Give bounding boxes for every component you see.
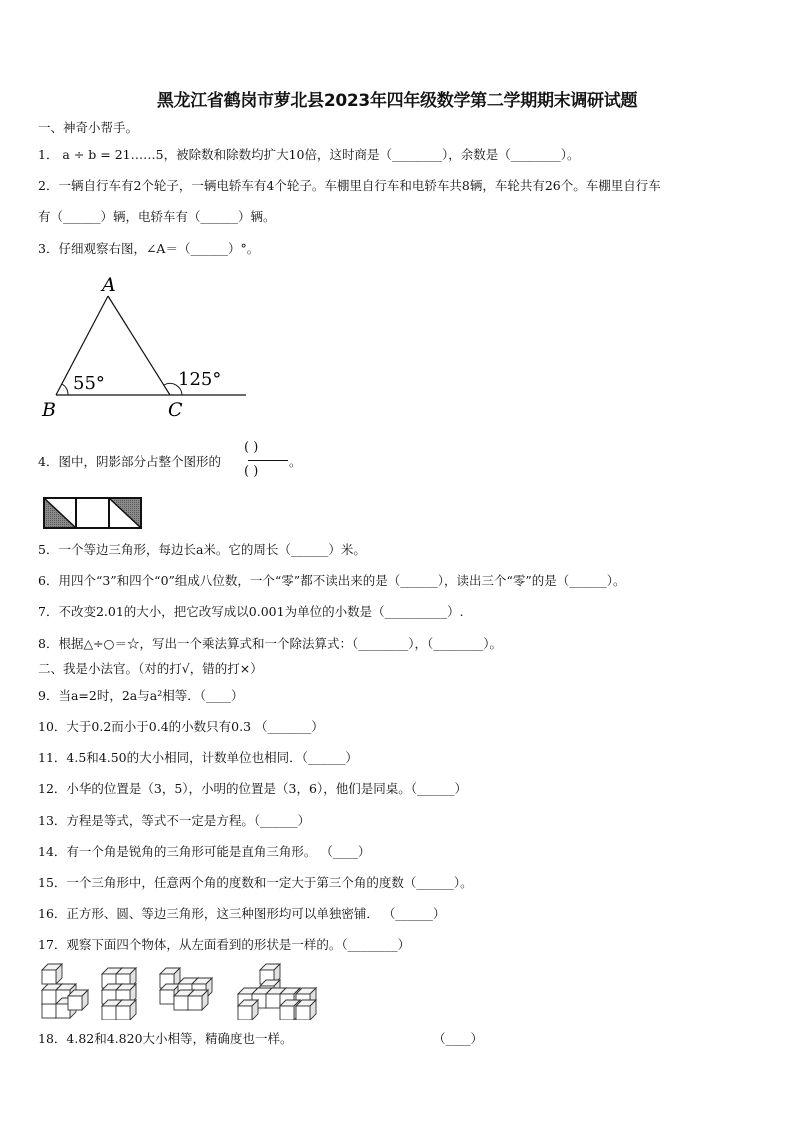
vertex-c-label: C (168, 399, 183, 420)
question-4: 4．图中，阴影部分占整个图形的 (38, 454, 221, 469)
question-13: 13．方程是等式，等式不一定是方程。（______） (38, 813, 311, 828)
question-6: 6．用四个“3”和四个“0”组成八位数，一个“零”都不读出来的是（______），读出三个“零”的是（______）。 (38, 573, 626, 588)
object-4 (238, 964, 316, 1020)
question-11: 11．4.5和4.50的大小相同，计数单位也相同．（______） (38, 750, 358, 765)
paper-title: 黑龙江省鹤岗市萝北县2023年四年级数学第二学期期末调研试题 (156, 91, 638, 111)
section-2-heading: 二、我是小法官。（对的打√，错的打×） (38, 661, 263, 676)
question-5: 5．一个等边三角形，每边长a米。它的周长（______）米。 (38, 542, 366, 557)
question-10: 10．大于0.2而小于0.4的小数只有0.3 （_______） (38, 719, 324, 734)
question-2-line-1: 2．一辆自行车有2个轮子，一辆电轿车有4个轮子。车棚里自行车和电轿车共8辆，车轮共有26个。车棚里自行车 (38, 178, 661, 193)
question-12: 12．小华的位置是（3，5），小明的位置是（3，6），他们是同桌。（______） (38, 781, 467, 796)
fraction-blank (244, 438, 288, 484)
question-8: 8．根据△÷○＝☆，写出一个乘法算式和一个除法算式：（________），（________）。 (38, 636, 502, 651)
question-2-line-2: 有（______）辆，电轿车有（______）辆。 (38, 209, 276, 224)
question-17: 17．观察下面四个物体，从左面看到的形状是一样的。（________） (38, 937, 411, 952)
object-3 (160, 968, 212, 1010)
question-14: 14．有一个角是锐角的三角形可能是直角三角形。 （____） (38, 844, 371, 859)
object-2 (102, 968, 136, 1020)
triangle-figure (38, 272, 253, 420)
angle-b-label: 55° (73, 373, 105, 394)
question-16: 16．正方形、圆、等边三角形，这三种图形均可以单独密铺． （______） (38, 906, 446, 921)
question-3: 3．仔细观察右图，∠A＝（______）°。 (38, 241, 260, 256)
question-18: 18．4.82和4.820大小相等，精确度也一样。 (38, 1031, 293, 1046)
shaded-squares-figure (42, 496, 144, 530)
vertex-b-label: B (42, 399, 56, 420)
fraction-denominator: ( ) (244, 464, 259, 479)
question-1: 1． a ÷ b = 21……5，被除数和除数均扩大10倍，这时商是（________），余数是（________）。 (38, 147, 580, 162)
section-1-heading: 一、神奇小帮手。 (38, 120, 139, 135)
question-18-blank: （____） (433, 1031, 484, 1046)
fraction-numerator: ( ) (244, 440, 259, 455)
question-15: 15．一个三角形中，任意两个角的度数和一定大于第三个角的度数（______）。 (38, 875, 473, 890)
question-7: 7．不改变2.01的大小，把它改写成以0.001为单位的小数是（__________）. (38, 604, 464, 619)
angle-c-label: 125° (178, 369, 222, 390)
question-9: 9．当a=2时，2a与a²相等．（____） (38, 688, 244, 703)
cube-objects-figure (38, 960, 323, 1020)
vertex-a-label: A (102, 274, 116, 296)
question-4-end: 。 (289, 454, 302, 469)
object-1 (42, 964, 88, 1018)
